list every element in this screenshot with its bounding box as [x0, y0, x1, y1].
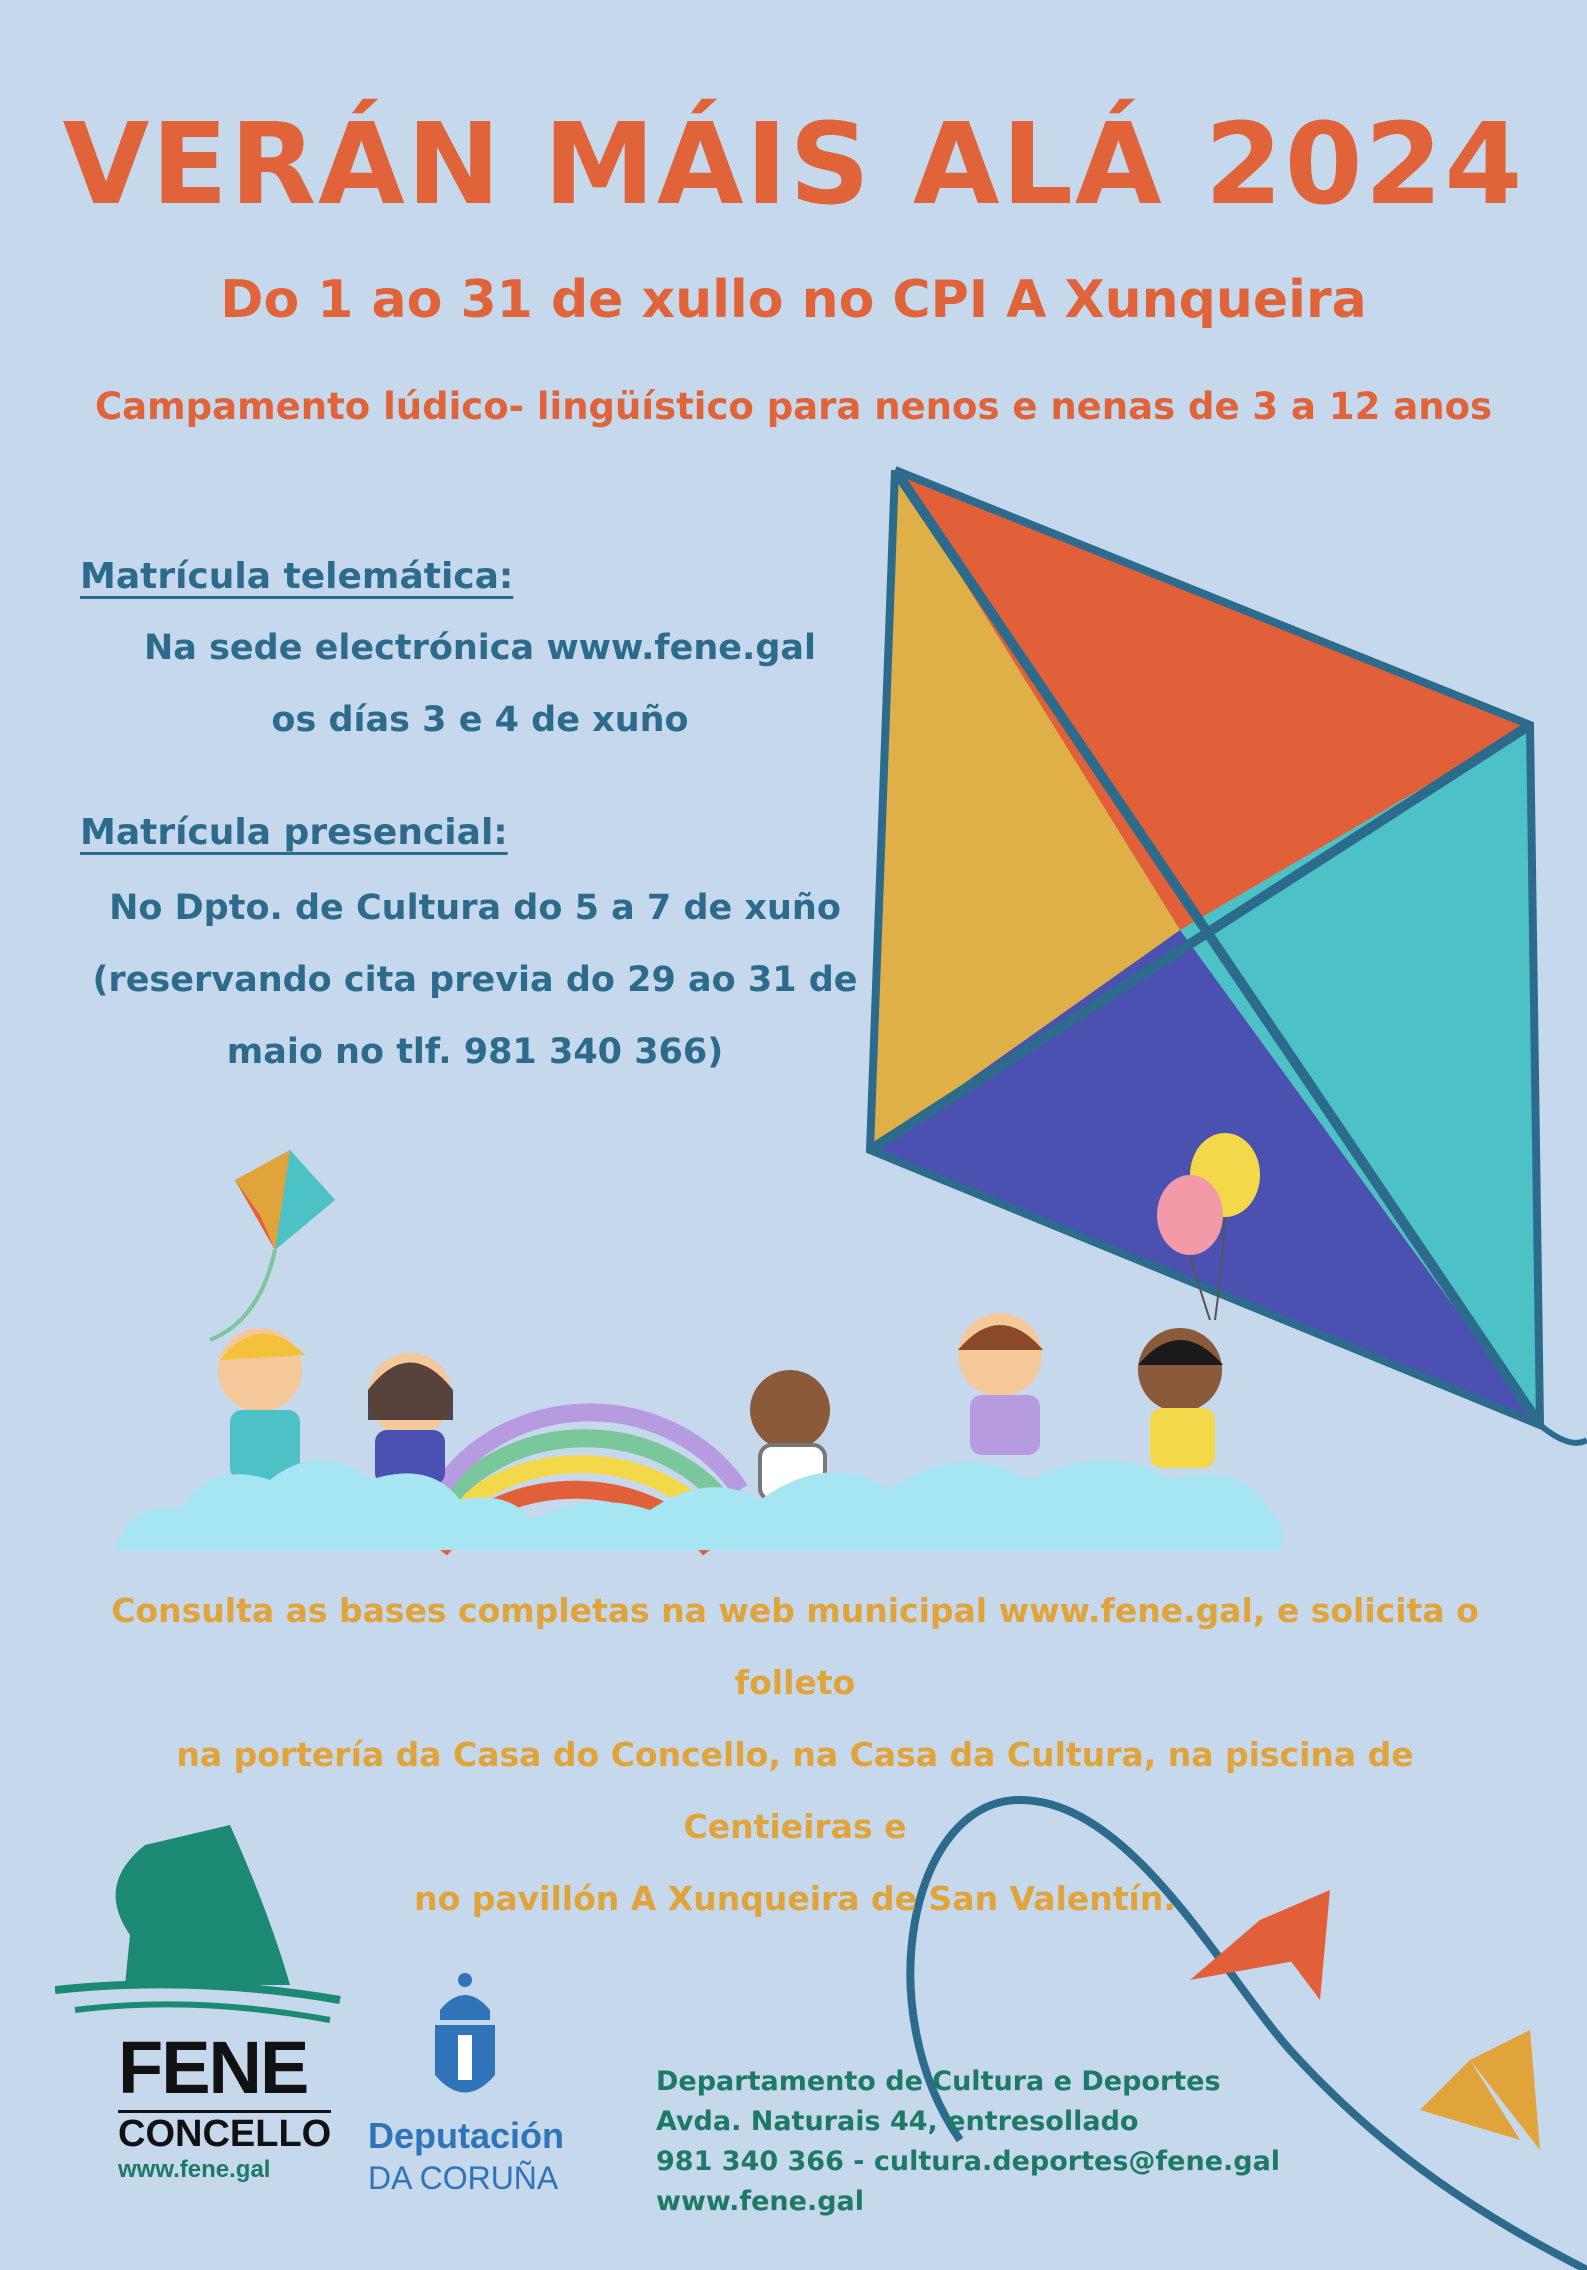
consulta-line1: Consulta as bases completas na web municipal www.fene.gal, e solicita o folleto	[111, 1591, 1479, 1702]
fene-logo-concello: CONCELLO	[118, 2110, 331, 2156]
contact-dept: Departamento de Cultura e Deportes	[656, 2066, 1221, 2097]
deputacion-shield-logo	[425, 1970, 505, 2110]
deputacion-logo-name: Deputación	[368, 2115, 565, 2156]
children-illustration	[110, 1140, 1290, 1560]
consulta-line2: na portería da Casa do Concello, na Casa da Cultura, na piscina de Centieiras e	[176, 1735, 1414, 1846]
inperson-enrollment-line1: No Dpto. de Cultura do 5 a 7 de xuño	[109, 888, 841, 928]
contact-block	[656, 2062, 1280, 2222]
inperson-enrollment-heading: Matrícula presencial:	[80, 812, 508, 853]
online-enrollment-line1: Na sede electrónica www.fene.gal	[143, 628, 816, 668]
fene-sail-logo	[55, 1825, 345, 2025]
fene-logo-web: www.fene.gal	[118, 2156, 271, 2183]
contact-phone-email: 981 340 366 - cultura.deportes@fene.gal	[656, 2146, 1281, 2177]
poster-subtitle: Do 1 ao 31 de xullo no CPI A Xunqueira	[220, 270, 1367, 330]
contact-web: www.fene.gal	[656, 2186, 865, 2217]
contact-address: Avda. Naturais 44, entresollado	[656, 2106, 1139, 2137]
inperson-enrollment-line3: maio no tlf. 981 340 366)	[226, 1032, 724, 1072]
poster-tagline: Campamento lúdico- lingüístico para nenos e nenas de 3 a 12 anos	[94, 385, 1493, 428]
fene-logo-name: FENE	[118, 2026, 308, 2109]
inperson-enrollment-line2: (reservando cita previa do 29 ao 31 de	[92, 960, 858, 1000]
poster-title: VERÁN MÁIS ALÁ 2024	[62, 100, 1525, 230]
deputacion-logo-sub: DA CORUÑA	[368, 2160, 559, 2196]
consulta-line3: no pavillón A Xunqueira de San Valentín.	[414, 1879, 1176, 1918]
online-enrollment-heading: Matrícula telemática:	[80, 556, 514, 597]
online-enrollment-line2: os días 3 e 4 de xuño	[271, 700, 689, 740]
